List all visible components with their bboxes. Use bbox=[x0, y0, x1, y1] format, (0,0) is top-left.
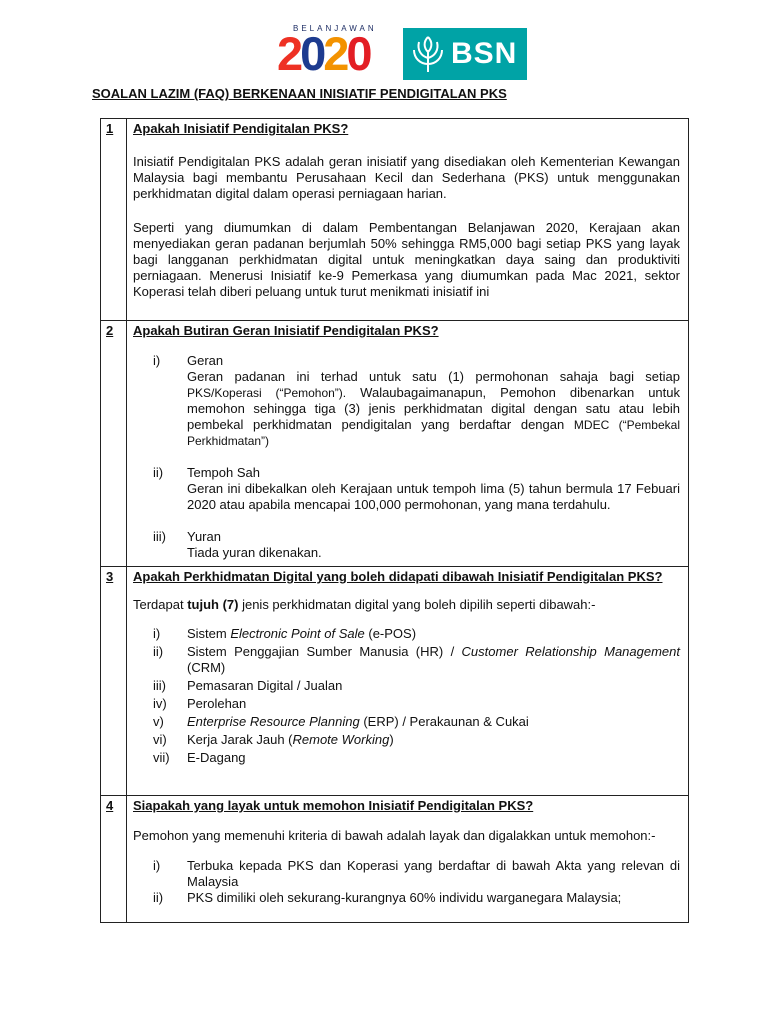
list-item bbox=[153, 529, 680, 561]
faq-question: Apakah Butiran Geran Inisiatif Pendigitalan PKS? bbox=[133, 323, 439, 338]
bsn-tree-icon bbox=[411, 34, 445, 74]
list-item: ii) Sistem Penggajian Sumber Manusia (HR) / Customer Relationship Management (CRM) bbox=[153, 644, 680, 675]
list-item: vii) E-Dagang bbox=[153, 750, 246, 765]
belanjawan-2020-logo bbox=[275, 22, 403, 78]
faq-answer-paragraph: Seperti yang diumumkan di dalam Pembentangan Belanjawan 2020, Kerajaan akan menyediakan geran padanan berjumlah 50% sehingga RM5,000 bagi setiap PKS yang layak bagi langganan perkhidmatan digital untuk meningkatkan daya saing dan produktiviti perniagaan. Menerusi Inisiatif ke-9 Pemerkasa yang diumumkan pada Mac 2021, sektor Koperasi telah diberi peluang untuk turut menikmati inisiatif ini bbox=[133, 220, 680, 299]
digital-services-list bbox=[153, 626, 680, 766]
bsn-logo bbox=[403, 28, 527, 80]
belanjawan-logo-year: 2020 bbox=[277, 27, 370, 80]
list-heading: Tempoh Sah bbox=[187, 465, 260, 480]
list-number: iii) bbox=[153, 529, 166, 544]
bsn-logo-text: BSN bbox=[451, 37, 518, 70]
faq-number: 4 bbox=[101, 796, 127, 923]
faq-question: Apakah Inisiatif Pendigitalan PKS? bbox=[133, 121, 349, 136]
eligibility-list bbox=[153, 858, 680, 906]
faq-number: 3 bbox=[101, 567, 127, 796]
faq-row bbox=[101, 321, 689, 567]
faq-answer-paragraph: Inisiatif Pendigitalan PKS adalah geran inisiatif yang disediakan oleh Kementerian Kewangan Malaysia bagi membantu Perusahaan Kecil dan Sederhana (PKS) untuk menggunakan perkhidmatan digital dalam operasi perniagaan harian. bbox=[133, 154, 680, 201]
list-item: i) Sistem Electronic Point of Sale (e-POS) bbox=[153, 626, 417, 641]
faq-question: Siapakah yang layak untuk memohon Inisiatif Pendigitalan PKS? bbox=[133, 798, 534, 813]
faq-answer-intro: Pemohon yang memenuhi kriteria di bawah adalah layak dan digalakkan untuk memohon:- bbox=[133, 828, 656, 843]
belanjawan-logo-caption: BELANJAWAN bbox=[293, 24, 377, 33]
list-heading: Geran bbox=[187, 353, 224, 368]
faq-number: 1 bbox=[101, 119, 127, 321]
list-item: ii) PKS dimiliki oleh sekurang-kurangnya 60% individu warganegara Malaysia; bbox=[153, 890, 622, 905]
list-item: v) Enterprise Resource Planning (ERP) / Perakaunan & Cukai bbox=[153, 714, 529, 729]
list-number: i) bbox=[153, 353, 161, 368]
list-item: i) Terbuka kepada PKS dan Koperasi yang berdaftar di bawah Akta yang relevan di Malaysia bbox=[153, 858, 680, 889]
faq-answer-intro: Terdapat tujuh (7) jenis perkhidmatan digital yang boleh dipilih seperti dibawah:- bbox=[133, 597, 596, 612]
faq-table bbox=[100, 118, 689, 923]
list-item: iv) Perolehan bbox=[153, 696, 247, 711]
list-item: i) Geran Geran padanan ini terhad untuk satu (1) permohonan sahaja bagi setiap PKS/Koperasi (“Pemohon”). Walaubagaimanapun, Pemohon dibenarkan untuk memohon sehingga tiga (3) jenis perkhidmatan digital dengan satu atau lebih pembekal perkhidmatan pendigitalan yang berdaftar dengan MDEC (“Pembekal Perkhidmatan”) bbox=[153, 353, 680, 448]
list-number: ii) bbox=[153, 465, 164, 480]
grant-details-list bbox=[153, 353, 680, 561]
faq-number: 2 bbox=[101, 321, 127, 567]
faq-row bbox=[101, 567, 689, 796]
list-item: vi) Kerja Jarak Jauh (Remote Working) bbox=[153, 732, 394, 747]
list-heading: Yuran bbox=[187, 529, 221, 544]
list-item bbox=[153, 465, 680, 513]
faq-question: Apakah Perkhidmatan Digital yang boleh didapati dibawah Inisiatif Pendigitalan PKS? bbox=[133, 569, 663, 584]
list-text: Geran ini dibekalkan oleh Kerajaan untuk tempoh lima (5) tahun bermula 17 Febuari 2020 atau apabila mencapai 100,000 permohonan, yang mana terdahulu. bbox=[187, 481, 680, 512]
list-text: Tiada yuran dikenakan. bbox=[187, 545, 322, 560]
list-item: iii) Pemasaran Digital / Jualan bbox=[153, 678, 343, 693]
faq-row bbox=[101, 119, 689, 321]
page-title: SOALAN LAZIM (FAQ) BERKENAAN INISIATIF PENDIGITALAN PKS bbox=[92, 86, 507, 101]
faq-row bbox=[101, 796, 689, 923]
